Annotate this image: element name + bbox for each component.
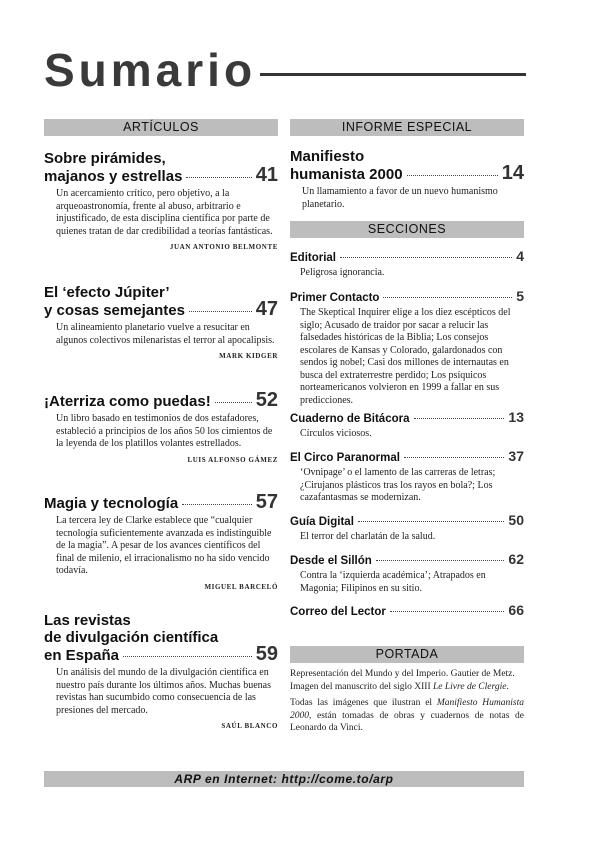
title-rule bbox=[260, 73, 526, 76]
article-author: LUIS ALFONSO GÁMEZ bbox=[187, 455, 278, 464]
section-title: Cuaderno de Bitácora bbox=[290, 413, 410, 425]
section-line bbox=[290, 248, 524, 264]
article-page-number: 47 bbox=[255, 298, 278, 320]
article-description: La tercera ley de Clarke establece que “cualquier tecnología suficientemente avanzada es indistinguible de la magia”. A pesar de los avances científicos del final de milenio, el irracionalismo no ha sido vencido todavía. bbox=[56, 515, 272, 576]
section-page-number: 13 bbox=[508, 409, 524, 425]
article-title: El ‘efecto Júpiter’ bbox=[44, 284, 170, 301]
article-title-text: Magia y tecnología bbox=[44, 495, 179, 512]
informe-title-line bbox=[290, 162, 524, 184]
portada-header: PORTADA bbox=[290, 646, 524, 663]
article-description: Un análisis del mundo de la divulgación científica en nuestro país durante los últimos años. Muchas buenas revistas han sucumbido como consecuencia de las presiones del mercado. bbox=[56, 667, 271, 716]
section-line bbox=[290, 551, 524, 567]
article-title-line bbox=[44, 164, 278, 186]
section-description: ‘Ovnipage’ o el lamento de las carreras de letras; ¿Cirujanos plásticos tras los rayos en bola?; Los cazafantasmas se modernizan. bbox=[300, 467, 496, 503]
article-title-line bbox=[44, 491, 278, 513]
article-page-number: 52 bbox=[255, 389, 278, 411]
section-page-number: 5 bbox=[516, 288, 524, 304]
section-line bbox=[290, 409, 524, 425]
footer-link[interactable]: ARP en Internet: http://come.to/arp bbox=[44, 771, 524, 787]
article-page-number: 57 bbox=[255, 491, 278, 513]
article-author: MIGUEL BARCELÓ bbox=[204, 582, 278, 591]
dot-leader bbox=[376, 560, 505, 561]
section-description: El terror del charlatán de la salud. bbox=[300, 531, 436, 542]
portada-text: Todas las imágenes que ilustran el bbox=[290, 698, 437, 708]
dot-leader bbox=[215, 402, 252, 403]
section-primer-contacto[interactable] bbox=[290, 288, 524, 407]
section-title: El Circo Paranormal bbox=[290, 452, 400, 464]
article-description: Un libro basado en testimonios de dos estafadores, estableció a principios de los años 50 los cimientos de la leyenda de los platillos volantes estrellados. bbox=[56, 413, 273, 449]
articles-header: ARTÍCULOS bbox=[44, 119, 278, 136]
article-page-number: 59 bbox=[255, 643, 278, 665]
article-author: MARK KIDGER bbox=[219, 352, 278, 360]
article-title-line bbox=[44, 298, 278, 320]
section-title: Correo del Lector bbox=[290, 606, 386, 618]
section-description: Contra la ‘izquierda académica’; Atrapados en Magonia; Filipinos en su sitio. bbox=[300, 570, 486, 594]
portada-italic: Manifiesto Humanista 2000 bbox=[290, 698, 524, 721]
portada-text: . bbox=[506, 681, 509, 692]
informe-title: Manifiesto bbox=[290, 148, 365, 165]
article-author: SAÚL BLANCO bbox=[221, 722, 278, 730]
page-title: Sumario bbox=[44, 44, 257, 96]
section-page-number: 62 bbox=[508, 551, 524, 567]
article-title-text: majanos y estrellas bbox=[44, 168, 183, 185]
portada-caption-1 bbox=[290, 668, 524, 693]
article-4[interactable] bbox=[44, 491, 278, 591]
informe-title-text: humanista 2000 bbox=[290, 166, 403, 183]
informe-page-number: 14 bbox=[501, 162, 524, 184]
section-editorial[interactable] bbox=[290, 248, 524, 280]
section-cuaderno[interactable] bbox=[290, 409, 524, 441]
section-page-number: 4 bbox=[516, 248, 524, 264]
page-header bbox=[44, 42, 526, 98]
dot-leader bbox=[414, 418, 505, 419]
article-author: JUAN ANTONIO BELMONTE bbox=[169, 243, 278, 251]
section-title: Primer Contacto bbox=[290, 292, 380, 304]
article-description: Un alineamiento planetario vuelve a resucitar en algunos colectivos milenaristas el terror al apocalipsis. bbox=[56, 322, 275, 346]
dot-leader bbox=[340, 257, 512, 258]
article-title: Sobre pirámides, bbox=[44, 150, 166, 167]
section-line bbox=[290, 602, 524, 618]
secciones-header: SECCIONES bbox=[290, 221, 524, 238]
dot-leader bbox=[182, 504, 252, 505]
dot-leader bbox=[123, 656, 252, 657]
article-title-line bbox=[44, 389, 278, 411]
section-circo-paranormal[interactable] bbox=[290, 448, 524, 505]
dot-leader bbox=[407, 175, 498, 176]
dot-leader bbox=[390, 611, 505, 612]
section-title: Desde el Sillón bbox=[290, 555, 372, 567]
section-line bbox=[290, 512, 524, 528]
dot-leader bbox=[186, 177, 251, 178]
portada-text: , están tomadas de obras y cuadernos de notas de Leonardo da Vinci. bbox=[290, 710, 524, 733]
portada-italic: Le Livre de Clergie bbox=[433, 681, 507, 692]
section-description: Peligrosa ignorancia. bbox=[300, 267, 385, 278]
section-correo-del-lector[interactable] bbox=[290, 602, 524, 618]
article-description: Un acercamiento crítico, pero objetivo, a la arqueoastronomía, frente al abuso, arbitrario e injustificado, de esta disciplina científica por parte de quienes tratan de dar credibilidad a teorías fantásticas. bbox=[56, 188, 273, 237]
article-title-text: ¡Aterriza como puedas! bbox=[44, 393, 211, 410]
dot-leader bbox=[404, 457, 504, 458]
article-page-number: 41 bbox=[255, 164, 278, 186]
dot-leader bbox=[358, 521, 505, 522]
informe-header: INFORME ESPECIAL bbox=[290, 119, 524, 136]
article-title-text: y cosas semejantes bbox=[44, 302, 185, 319]
section-title: Editorial bbox=[290, 252, 337, 264]
article-title: de divulgación científica bbox=[44, 629, 219, 646]
section-line bbox=[290, 448, 524, 464]
article-3[interactable] bbox=[44, 389, 278, 464]
article-title: Las revistas bbox=[44, 612, 131, 629]
portada-caption-2 bbox=[290, 697, 524, 735]
section-description: The Skeptical Inquirer elige a los diez escépticos del siglo; Acusado de traidor por sacar a relucir las falsedades históricas de la Biblia; Los consejos escolares de Kansas y Colorado, galardonados con sendos ig nobel; Casi dos millones de internautas en busca del extraterrestre perdido; Los psíquicos norteamericanos volvieron en 1999 a fallar en sus predicciones. bbox=[300, 307, 511, 406]
informe-description: Un llamamiento a favor de un nuevo humanismo planetario. bbox=[302, 186, 498, 210]
section-description: Círculos viciosos. bbox=[300, 428, 372, 439]
section-desde-el-sillon[interactable] bbox=[290, 551, 524, 595]
article-title-text: en España bbox=[44, 647, 120, 664]
dot-leader bbox=[189, 311, 252, 312]
section-title: Guía Digital bbox=[290, 516, 354, 528]
dot-leader bbox=[383, 297, 512, 298]
section-page-number: 37 bbox=[508, 448, 524, 464]
section-page-number: 50 bbox=[508, 512, 524, 528]
section-guia-digital[interactable] bbox=[290, 512, 524, 544]
article-1[interactable] bbox=[44, 150, 278, 251]
article-title-line bbox=[44, 643, 278, 665]
article-2[interactable] bbox=[44, 284, 278, 360]
section-line bbox=[290, 288, 524, 304]
article-5[interactable] bbox=[44, 612, 278, 730]
section-page-number: 66 bbox=[508, 602, 524, 618]
informe-article[interactable] bbox=[290, 148, 524, 211]
portada-text: Representación del Mundo y del Imperio. Gautier de Metz. Imagen del manuscrito del siglo XIII bbox=[290, 669, 515, 692]
